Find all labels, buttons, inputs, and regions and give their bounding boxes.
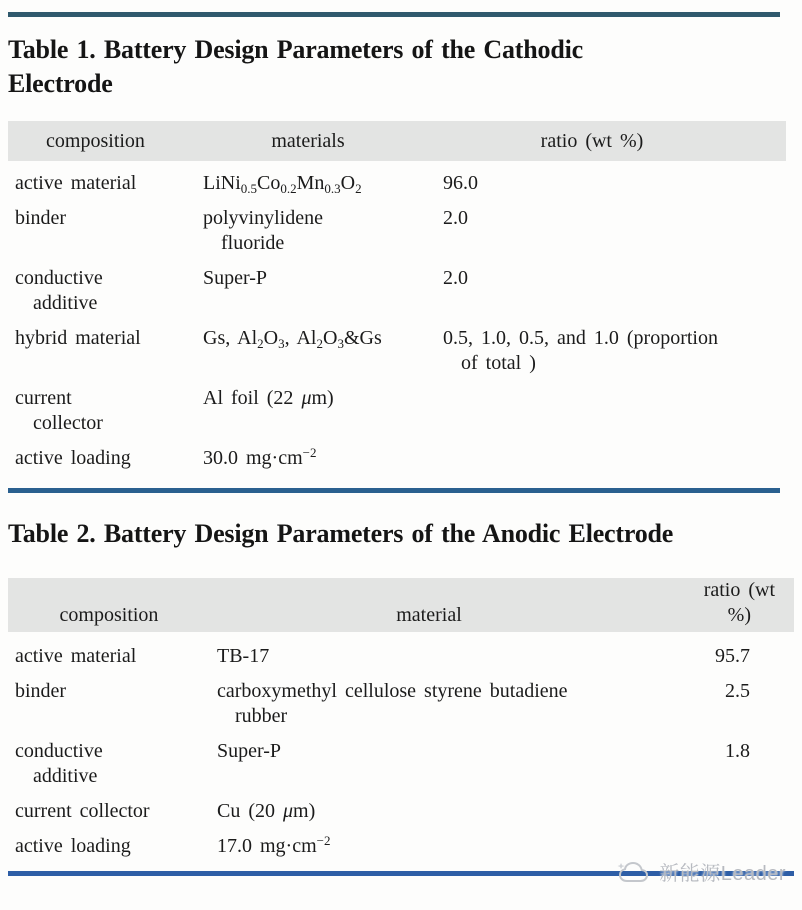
table2-title: Table 2. Battery Design Parameters of the Anodic Electrode: [8, 519, 674, 548]
material-cell: $LiNi_{0.5}Co_{0.2}Mn_{0.3}O_2$: [203, 172, 362, 196]
table2-header-material: material: [396, 604, 462, 626]
table2-header-ratio: [648, 578, 794, 635]
ratio-cell: [648, 834, 794, 859]
ratio-cell: 1.8: [725, 740, 750, 762]
table2-header-composition: composition: [59, 604, 159, 626]
watermark: [617, 857, 786, 886]
table-row: [8, 739, 794, 789]
ratio-cell: 2.5: [725, 680, 750, 702]
table-row: [8, 446, 786, 471]
composition-cell: current collector: [15, 800, 150, 822]
table-row: [8, 386, 786, 436]
table1-title: Table 1. Battery Design Parameters of the Cathodic Electrode: [8, 35, 583, 98]
ratio-cell: 2.0: [443, 207, 468, 229]
composition-cell: active loading: [15, 835, 131, 857]
table-row: [8, 644, 794, 669]
table-row: [8, 266, 786, 316]
watermark-text: 新能源Leader: [659, 863, 786, 885]
composition-cell: active material: [15, 172, 137, 194]
material-cell: carboxymethyl cellulose styrene butadiene rubber: [217, 680, 568, 727]
table-row: [8, 206, 786, 256]
composition-cell: active material: [15, 645, 137, 667]
composition-cell: binder: [15, 680, 67, 702]
material-cell: Al foil (22 μm): [203, 387, 334, 409]
ratio-cell: [443, 386, 766, 436]
table1-header-row: [8, 121, 786, 161]
table1-header-materials: materials: [271, 129, 345, 152]
cloud-icon: [617, 859, 653, 885]
material-cell: 30.0 $mg\cdot cm^{-2}$: [203, 445, 317, 469]
material-cell: polyvinylidene fluoride: [203, 207, 323, 254]
table-row: [8, 799, 794, 824]
composition-cell: conductive additive: [15, 740, 103, 787]
ratio-cell: 96.0: [443, 172, 478, 194]
table1-header-composition: composition: [46, 129, 145, 152]
composition-cell: binder: [15, 207, 67, 229]
table-row: [8, 679, 794, 729]
material-cell: 17.0 $mg\cdot cm^{-2}$: [217, 833, 331, 857]
table1-bottom-rule: [8, 488, 780, 493]
table-row: [8, 171, 786, 196]
material-cell: Gs, $Al_2O_3$, $Al_2O_3\&Gs$: [203, 327, 382, 351]
table2-header-ratio-text: ratio (wt %): [703, 579, 775, 626]
table2-header-row: [8, 578, 794, 632]
material-cell: TB-17: [217, 645, 270, 667]
table-row: [8, 834, 794, 859]
table1-body: [8, 171, 786, 481]
composition-cell: hybrid material: [15, 327, 141, 349]
table1-header-ratio: ratio (wt %): [540, 129, 644, 152]
table2-body: [8, 644, 794, 869]
material-cell: Super-P: [217, 740, 282, 762]
ratio-cell: [443, 446, 766, 471]
table1-top-rule: [8, 12, 780, 17]
composition-cell: current collector: [15, 387, 103, 434]
ratio-cell: 95.7: [715, 645, 750, 667]
ratio-cell: 2.0: [443, 267, 468, 289]
table-row: [8, 326, 786, 376]
material-cell: Super-P: [203, 267, 268, 289]
composition-cell: conductive additive: [15, 267, 103, 314]
composition-cell: active loading: [15, 447, 131, 469]
ratio-cell: [648, 799, 794, 824]
ratio-cell: 0.5, 1.0, 0.5, and 1.0 (proportion of total ): [443, 327, 718, 374]
material-cell: Cu (20 μm): [217, 800, 316, 822]
